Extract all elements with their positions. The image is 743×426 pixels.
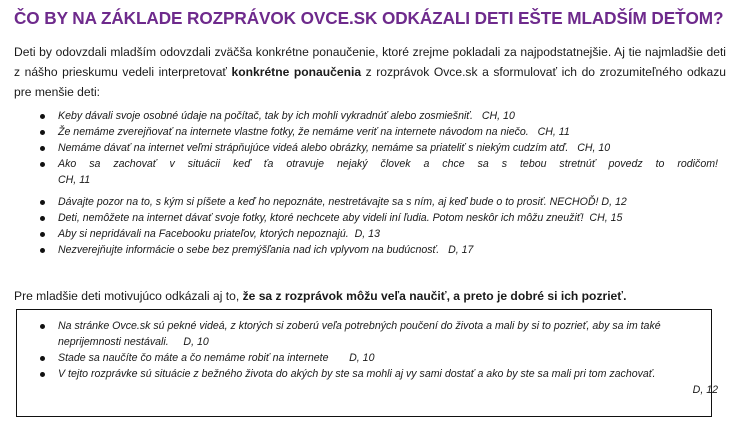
quote-author: D, 10 bbox=[183, 336, 209, 348]
quote-text: Na stránke Ovce.sk sú pekné videá, z ktorých si zoberú veľa potrebných poučení do života a mali by si to pozrieť, aby sa im také neprijemnosti nestávali. bbox=[58, 320, 661, 348]
list-item bbox=[40, 194, 718, 210]
quote-author: D, 12 bbox=[601, 196, 627, 208]
list-item bbox=[40, 156, 718, 188]
quote-author: CH, 10 bbox=[577, 142, 611, 154]
quote-text: Nemáme dávať na internet veľmi strápňujúce videá alebo obrázky, nemáme sa priateliť s niekým cudzím atď. bbox=[58, 142, 569, 154]
middle-bold: že sa z rozprávok môžu veľa naučiť, a preto je dobré si ich pozrieť. bbox=[242, 289, 627, 303]
quote-text: Deti, nemôžete na internet dávať svoje fotky, ktoré nechcete aby videli iní ľudia. Potom neskôr ich môžu zneužiť! bbox=[58, 212, 584, 224]
quote-text: Že nemáme zverejňovať na internete vlastne fotky, že nemáme veriť na internete návodom na niečo. bbox=[58, 126, 529, 138]
bullet-icon bbox=[40, 114, 45, 119]
middle-text: Pre mladšie deti motivujúco odkázali aj to, bbox=[14, 289, 243, 303]
list-item bbox=[40, 242, 718, 258]
quote-author: D, 13 bbox=[354, 228, 380, 240]
quote-author: CH, 11 bbox=[537, 126, 570, 138]
list-item bbox=[40, 350, 718, 366]
list-item bbox=[40, 226, 718, 242]
list-item bbox=[40, 140, 718, 156]
quote-author: D, 10 bbox=[349, 352, 375, 364]
bullet-icon bbox=[40, 372, 45, 377]
bullet-icon bbox=[40, 162, 45, 167]
bullet-icon bbox=[40, 216, 45, 221]
middle-paragraph bbox=[14, 287, 726, 305]
quote-text: Aby si nepridávali na Facebooku priateľov, ktorých nepoznajú. bbox=[58, 228, 349, 240]
intro-paragraph bbox=[14, 42, 726, 102]
quote-text: Ako sa zachovať v situácii keď ťa otravuje nejaký človek a chce sa s tebou stretnúť povedz to rodičom! bbox=[58, 158, 718, 170]
list-item bbox=[40, 108, 718, 124]
quotes-list bbox=[40, 108, 718, 258]
quote-text: Keby dávali svoje osobné údaje na počítač, tak by ich mohli vykradnúť alebo zosmiešniť. bbox=[58, 110, 474, 122]
list-item bbox=[40, 124, 718, 140]
bullet-icon bbox=[40, 146, 45, 151]
list-item bbox=[40, 318, 718, 350]
quote-text: Nezverejňujte informácie o sebe bez premýšľania nad ich vplyvom na budúcnosť. bbox=[58, 244, 440, 256]
quote-author: CH, 10 bbox=[481, 110, 515, 122]
bullet-icon bbox=[40, 200, 45, 205]
bullet-icon bbox=[40, 248, 45, 253]
box-quotes-list bbox=[40, 318, 718, 398]
bullet-icon bbox=[40, 232, 45, 237]
page-title: ČO BY NA ZÁKLADE ROZPRÁVOK OVCE.SK ODKÁZALI DETI EŠTE MLADŠÍM DEŤOM? bbox=[14, 8, 724, 28]
quote-author: CH, 15 bbox=[589, 212, 623, 224]
quote-text: Stade sa naučíte čo máte a čo nemáme robiť na internete bbox=[58, 352, 329, 364]
quote-author: CH, 11 bbox=[58, 174, 91, 186]
quote-author: D, 12 bbox=[692, 384, 718, 396]
bullet-icon bbox=[40, 356, 45, 361]
bullet-icon bbox=[40, 130, 45, 135]
quote-text: Dávajte pozor na to, s kým si píšete a keď ho nepoznáte, nestretávajte sa s ním, aj keď bude o to prosiť. NECHOĎ! bbox=[58, 196, 599, 208]
intro-bold: konkrétne ponaučenia bbox=[231, 65, 362, 79]
intro-text: Deti by odovzdali mladším odovzdali zväčša konkrétne ponaučenie, ktoré zrejme pokladali za najpodstatnejšie. Aj tie najmladšie deti z nášho prieskumu vedeli interpretovať bbox=[14, 45, 726, 79]
intro-text-end: z rozprávok Ovce.sk a sformulovať ich do zrozumiteľného odkazu pre menšie deti: bbox=[14, 65, 726, 99]
list-item bbox=[40, 366, 718, 398]
quote-author: D, 17 bbox=[448, 244, 474, 256]
list-item bbox=[40, 210, 718, 226]
bullet-icon bbox=[40, 324, 45, 329]
quote-text: V tejto rozprávke sú situácie z bežného života do akých by ste sa mohli aj vy sami dostať a ako by ste sa mali pri tom zachovať. bbox=[58, 368, 656, 380]
